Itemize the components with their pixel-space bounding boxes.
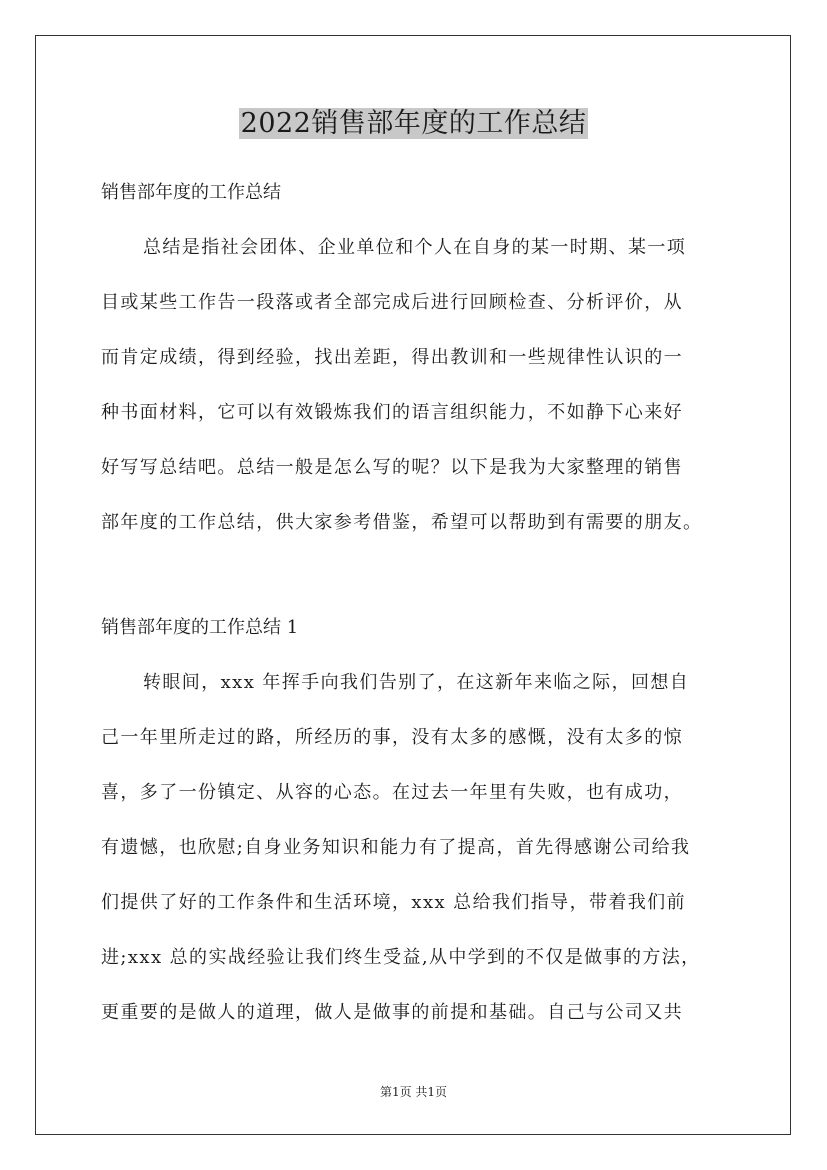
page-footer: 第1页 共1页: [379, 1085, 448, 1099]
paragraph-line: 己一年里所走过的路，所经历的事，没有太多的感慨，没有太多的惊: [101, 727, 683, 748]
paragraph-line: 而肯定成绩，得到经验，找出差距，得出教训和一些规律性认识的一: [101, 347, 683, 368]
paragraph-line: 部年度的工作总结，供大家参考借鉴，希望可以帮助到有需要的朋友。: [101, 512, 703, 533]
paragraph-line: 们提供了好的工作条件和生活环境，xxx 总给我们指导，带着我们前: [101, 892, 686, 913]
paragraph-line: 总结是指社会团体、企业单位和个人在自身的某一时期、某一项: [143, 237, 687, 258]
paragraph-line: 更重要的是做人的道理，做人是做事的前提和基础。自己与公司又共: [101, 1002, 683, 1023]
paragraph-line: 种书面材料，它可以有效锻炼我们的语言组织能力，不如静下心来好: [101, 402, 683, 423]
document-title-wrap: [0, 104, 827, 144]
section-heading: 销售部年度的工作总结: [101, 182, 281, 203]
section-heading: 销售部年度的工作总结 1: [101, 617, 299, 638]
paragraph-line: 目或某些工作告一段落或者全部完成后进行回顾检查、分析评价，从: [101, 292, 683, 313]
document-title: 2022销售部年度的工作总结: [240, 108, 587, 139]
paragraph-line: 喜，多了一份镇定、从容的心态。在过去一年里有失败，也有成功，: [101, 782, 683, 803]
paragraph-line: 进;xxx 总的实战经验让我们终生受益,从中学到的不仅是做事的方法，: [101, 947, 701, 968]
paragraph-line: 有遗憾，也欣慰;自身业务知识和能力有了提高，首先得感谢公司给我: [101, 837, 691, 858]
paragraph-line: 好写写总结吧。总结一般是怎么写的呢？以下是我为大家整理的销售: [101, 457, 683, 478]
paragraph-line: 转眼间，xxx 年挥手向我们告别了，在这新年来临之际，回想自: [143, 672, 690, 693]
